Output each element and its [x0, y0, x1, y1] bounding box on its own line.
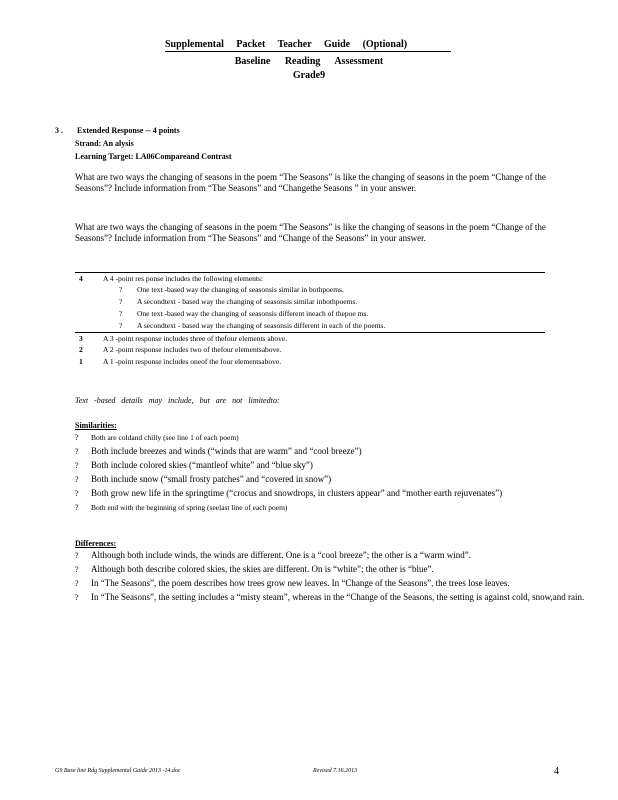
rubric-score: 2	[79, 345, 83, 354]
question-strand: Strand: An alysis	[75, 139, 134, 148]
bullet-icon: ?	[119, 321, 123, 330]
rubric-subitem: ? One text -based way the changing of seasonsis similar in bothpoems.	[119, 285, 344, 294]
bullet-icon: ?	[75, 579, 79, 588]
list-item: ? In “The Seasons”, the setting includes a “misty steam”, whereas in the “Change of the Seasons, the setting is against cold, snow,and rain.	[75, 592, 585, 602]
list-item: ? In “The Seasons”, the poem describes how trees grow new leaves. In “Change of the Seasons”, the trees lose leaves.	[75, 578, 510, 588]
bullet-icon: ?	[75, 433, 79, 442]
page-number: 4	[554, 766, 559, 777]
rubric-description: A 1 -point response includes oneof the four elementsabove.	[103, 357, 282, 366]
rubric-subitem: ? A secondtext - based way the changing of seasonsis similar inbothpoems.	[119, 297, 358, 306]
bullet-icon: ?	[119, 309, 123, 318]
bullet-icon: ?	[75, 593, 79, 602]
similarities-title: Similarities:	[75, 421, 117, 430]
list-item: ? Both include breezes and winds (“winds that are warm” and “cool breeze”)	[75, 446, 362, 456]
rubric-subitem: ? A secondtext - based way the changing of seasonsis different in each of the poems.	[119, 321, 386, 330]
bullet-icon: ?	[75, 551, 79, 560]
bullet-icon: ?	[75, 447, 79, 456]
rubric-subitem: ? One text -based way the changing of seasonsis different ineach of thepoe ms.	[119, 309, 369, 318]
bullet-icon: ?	[119, 297, 123, 306]
bullet-icon: ?	[75, 475, 79, 484]
list-item: ? Both include snow (“small frosty patches” and “covered in snow”)	[75, 474, 332, 484]
prompt-text-1: What are two ways the changing of seasons in the poem “The Seasons” is like the changing of seasons in the poem “Change of the Seasons”? Include information from “The Seasons” and “Changethe Seasons ” in your answer.	[75, 172, 546, 193]
differences-section	[75, 538, 595, 606]
list-item: ? Although both describe colored skies, the skies are different. On is “white”; the other is “blue”.	[75, 564, 434, 574]
rubric-row	[75, 272, 545, 284]
text-based-note: Text -based details may include, but are not limitedto:	[75, 396, 280, 405]
scoring-rubric	[75, 272, 545, 368]
bullet-icon: ?	[119, 285, 123, 294]
footer-revised: Revised 7.16.2013	[313, 768, 358, 774]
question-target: Learning Target: LA06Compareand Contrast	[75, 152, 232, 161]
differences-title: Differences:	[75, 539, 117, 548]
rubric-description: A 4 -point res ponse includes the following elements:	[103, 274, 263, 283]
list-item: ? Both end with the beginning of spring (seelast line of each poem)	[75, 503, 288, 512]
similarities-section	[75, 420, 595, 516]
prompt-text-2: What are two ways the changing of seasons in the poem “The Seasons” is like the changing of seasons in the poem “Change of the Seasons”? Include information from “The Seasons” and “Change of the Seasons” in your answer.	[75, 222, 546, 243]
footer-filename: G9 Base line Rdg Supplemental Guide 2013 -14.doc	[55, 768, 181, 774]
bullet-icon: ?	[75, 489, 79, 498]
rubric-row	[75, 356, 545, 368]
rubric-score: 4	[79, 274, 83, 283]
rubric-description: A 2 -point response includes two of thefour elementsabove.	[103, 345, 282, 354]
list-item: ? Both are coldand chilly (see line 1 of each poem)	[75, 433, 239, 442]
rubric-score: 3	[79, 334, 83, 343]
header-title: Supplemental Packet Teacher Guide (Optional)	[165, 39, 451, 52]
rubric-row	[75, 332, 545, 344]
bullet-icon: ?	[75, 503, 79, 512]
bullet-icon: ?	[75, 461, 79, 470]
list-item: ? Although both include winds, the winds are different. One is a “cool breeze”; the other is a “warm wind”.	[75, 550, 471, 560]
rubric-description: A 3 -point response includes three of thefour elements above.	[103, 334, 288, 343]
question-info	[55, 124, 232, 163]
list-item: ? Both grow new life in the springtime (“crocus and snowdrops, in clusters appear” and “mother earth rejuvenates”)	[75, 488, 503, 498]
question-number: 3 .	[55, 126, 63, 135]
header-grade: Grade9	[292, 70, 326, 81]
rubric-score: 1	[79, 357, 83, 366]
bullet-icon: ?	[75, 565, 79, 574]
list-item: ? Both include colored skies (“mantleof white” and “blue sky”)	[75, 460, 313, 470]
question-type: Extended Response -- 4 points	[77, 126, 180, 135]
rubric-row	[75, 344, 545, 356]
header-subtitle: Baseline Reading Assessment	[234, 56, 384, 67]
